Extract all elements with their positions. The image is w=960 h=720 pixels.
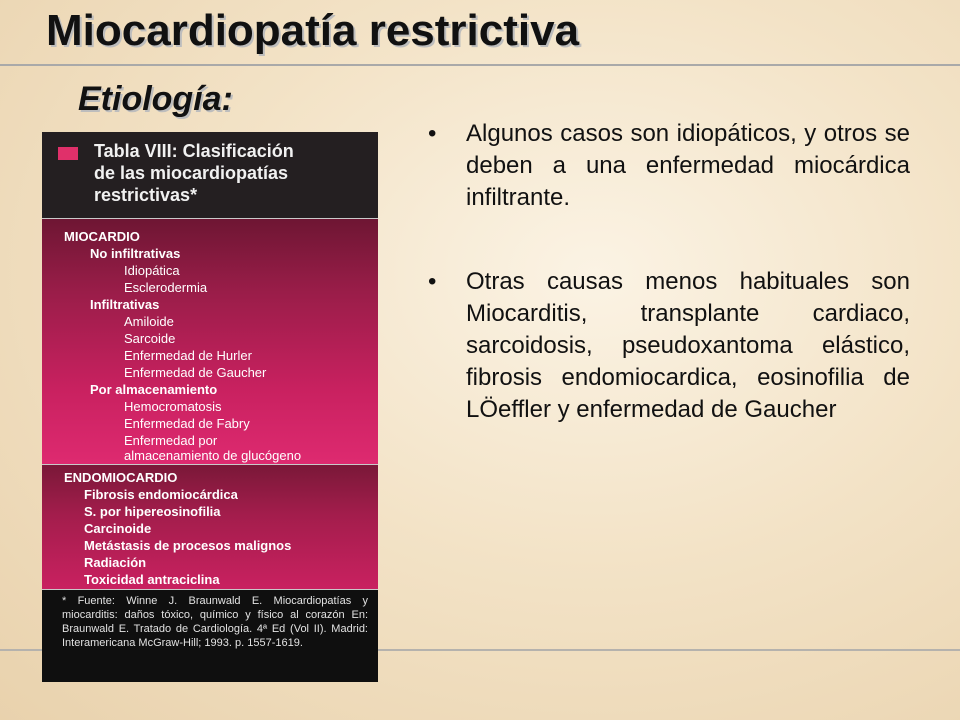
item-idiopatica: Idiopática [124,263,180,278]
item-enfermedad-por: Enfermedad por [124,433,218,448]
title-divider-line [0,64,960,66]
item-toxicidad: Toxicidad antraciclina [84,572,220,587]
bullet-list [428,118,910,426]
item-metastasis: Metástasis de procesos malignos [84,538,292,553]
slide-subtitle: Etiología: [78,80,233,118]
item-carcinoide: Carcinoide [84,521,152,536]
classification-table-image [42,132,378,682]
item-hurler: Enfermedad de Hurler [124,348,252,363]
item-radiacion: Radiación [84,555,147,570]
bullet-item [428,118,910,214]
bullet-text-otras-causas: Otras causas menos habituales son Miocarditis, transplante cardiaco, sarcoidosis, pseudoxantoma elástico, fibrosis endomiocardica, eosinofilia de LÖeffler y enfermedad de Gaucher [466,268,910,423]
item-hemocromatosis: Hemocromatosis [124,399,222,414]
slide-title: Miocardiopatía restrictiva [46,6,580,55]
item-hipereosinofilia: S. por hipereosinofilia [84,504,221,519]
item-glucogeno: almacenamiento de glucógeno [124,448,302,463]
section-label-miocardio: MIOCARDIO [64,229,140,244]
table-section-endomiocardio [42,464,378,589]
item-gaucher: Enfermedad de Gaucher [124,365,267,380]
section-label-endomiocardio: ENDOMIOCARDIO [64,470,178,485]
table-footnote-area [42,589,378,682]
bullet-text-idiopaticos: Algunos casos son idiopáticos, y otros se deben a una enfermedad miocárdica infiltrante. [466,120,910,211]
category-no-infiltrativas: No infiltrativas [90,246,181,261]
item-fibrosis: Fibrosis endomiocárdica [84,487,238,502]
table-section-miocardio [42,218,378,464]
bullet-marker-icon: • [428,120,437,147]
category-infiltrativas: Infiltrativas [90,297,160,312]
table-heading: Tabla VIII: Clasificación de las miocardiopatías restrictivas* [94,141,294,205]
item-amiloide: Amiloide [124,314,174,329]
table-header [42,132,378,218]
table-footnote: * Fuente: Winne J. Braunwald E. Miocardiopatías y miocarditis: daños tóxico, químico y físico al corazón En: Braunwald E. Tratado de Cardiología. 4ª Ed (Vol II). Madrid: Interamericana McGraw-Hill; 1993. p. 1557-1619. [62,595,368,649]
item-esclerodermia: Esclerodermia [124,280,208,295]
table-marker-icon [58,147,78,160]
category-almacenamiento: Por almacenamiento [90,382,218,397]
item-fabry: Enfermedad de Fabry [124,416,250,431]
item-sarcoide: Sarcoide [124,331,176,346]
bullet-item [428,266,910,426]
bullet-marker-icon: • [428,268,437,295]
